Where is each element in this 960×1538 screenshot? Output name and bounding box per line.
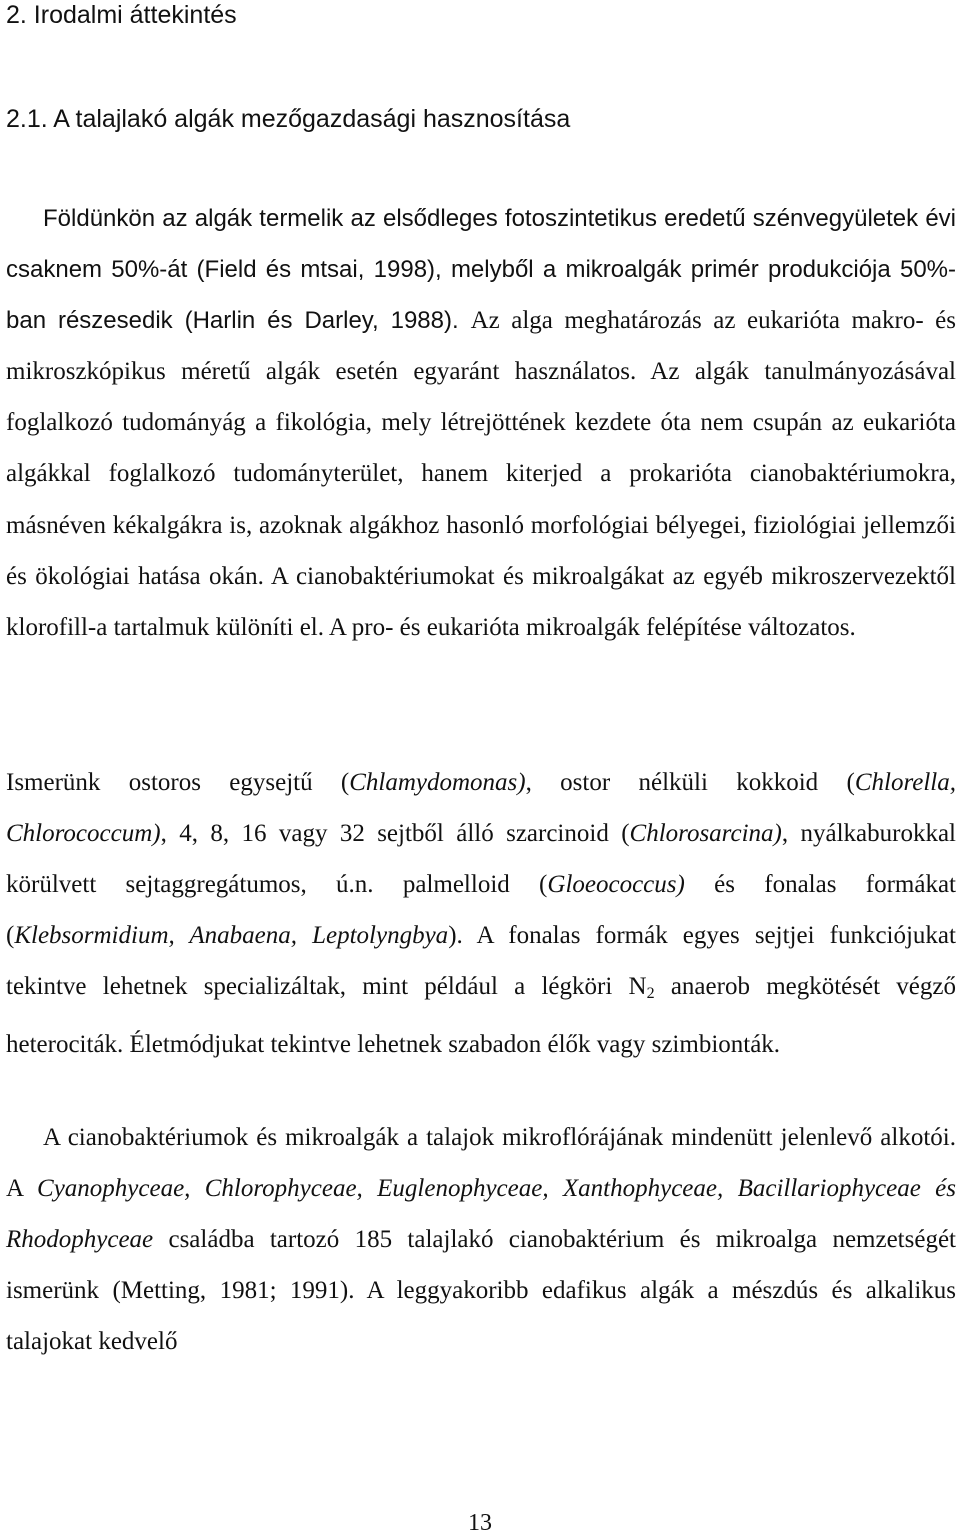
section-heading: 2. Irodalmi áttekintés bbox=[6, 1, 237, 29]
paragraph-intro-sans: Földünkön az algák termelik az elsődleges fotoszintetikus eredetű szénvegyületek évi csaknem 50%-át (Field és mtsai, 1998), melyből a mikroalgák primér produkciója 50%-ban részesedik (Harlin és Darley, 1988). bbox=[6, 205, 956, 335]
class-names: Cyanophyceae, Chlorophyceae, Euglenophyceae, Xanthophyceae, Bacillariophyceae és Rhodophyceae bbox=[6, 1175, 956, 1254]
text-run: , nyálkaburokkal körülvett sejtaggregátumos, ú.n. palmelloid ( bbox=[6, 820, 956, 899]
text-run: anaerob megkötését végző heterociták. Életmódjukat tekintve lehetnek szabadon élők vagy szimbionták. bbox=[6, 973, 956, 1059]
text-run: ). A fonalas formák egyes sejtjei funkciójukat tekintve lehetnek specializáltak, mint például a légköri N bbox=[6, 922, 956, 1001]
paragraph-soil-algae bbox=[6, 1112, 956, 1367]
genus-name: Chlamydomonas) bbox=[349, 769, 526, 796]
paragraph-intro-serif: Az alga meghatározás az eukarióta makro- és mikroszkópikus méretű algák esetén egyaránt használatos. Az algák tanulmányozásával foglalkozó tudományág a fikológia, mely létrejöttének kezdete óta nem csupán az eukarióta algákkal foglalkozó tudományterület, hanem kiterjed a prokarióta cianobaktériumokra, másnéven kékalgákra is, azoknak algákhoz hasonló morfológiai bélyegei, fiziológiai jellemzői és ökológiai hatása okán. A cianobaktériumokat és mikroalgákat az egyéb mikroszervezektől klorofill-a tartalmuk különíti el. A pro- és eukarióta mikroalgák felépítése változatos. bbox=[6, 307, 956, 641]
genus-name: Chlorosarcina) bbox=[629, 820, 782, 848]
subsection-heading: 2.1. A talajlakó algák mezőgazdasági hasznosítása bbox=[6, 105, 571, 133]
text-run: Ismerünk ostoros egysejtű ( bbox=[6, 769, 350, 796]
subscript: 2 bbox=[646, 985, 655, 1003]
paragraph-forms bbox=[6, 757, 956, 1071]
text-run: és fonalas formákat ( bbox=[6, 871, 956, 950]
text-run: családba tartozó 185 talajlakó cianobaktérium és mikroalga nemzetségét ismerünk (Metting, 1981; 1991). A leggyakoribb edafikus algák a mészdús és alkalikus talajokat kedvelő bbox=[6, 1226, 956, 1356]
genus-name: Gloeococcus) bbox=[547, 871, 685, 899]
page-number: 13 bbox=[468, 1510, 492, 1536]
genus-name: Chlorella, Chlorococcum) bbox=[6, 769, 956, 848]
text-run: , 4, 8, 16 vagy 32 sejtből álló szarcinoid ( bbox=[160, 820, 630, 848]
genus-name: Klebsormidium, Anabaena, Leptolyngbya bbox=[14, 922, 449, 950]
paragraph-intro bbox=[6, 193, 956, 653]
text-run: A cianobaktériumok és mikroalgák a talajok mikroflórájának mindenütt jelenlevő alkotói. A bbox=[6, 1124, 956, 1203]
text-run: , ostor nélküli kokkoid ( bbox=[525, 769, 855, 796]
